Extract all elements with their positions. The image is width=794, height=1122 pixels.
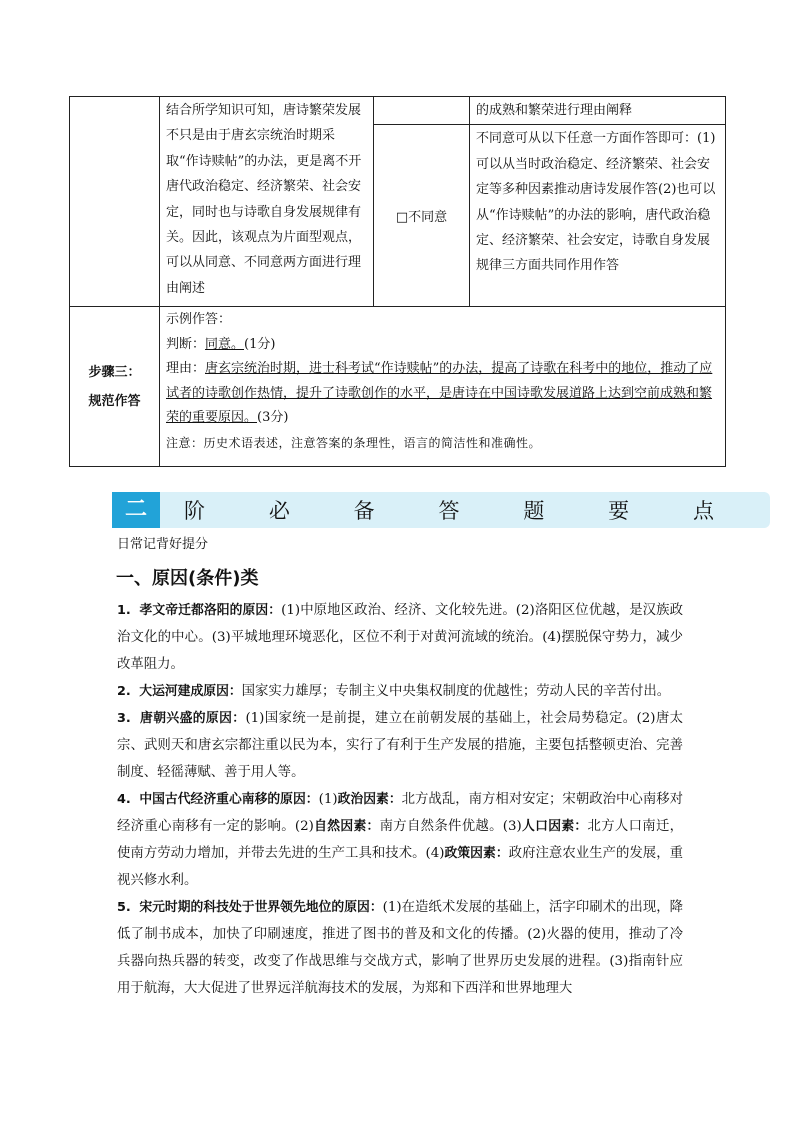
item-title: 大运河建成原因：: [139, 684, 242, 699]
banner-title-char: 要: [608, 499, 630, 523]
item-title: 中国古代经济重心南移的原因：: [139, 792, 319, 807]
banner-title-char: 答: [438, 499, 460, 523]
factor-label: 自然因素：: [313, 819, 380, 834]
section-banner-title: [184, 492, 714, 528]
answer-continued-text: 的成熟和繁荣进行理由阐释: [476, 103, 633, 118]
factor-label: 人口因素：: [521, 819, 588, 834]
reason-line: [166, 357, 719, 431]
reason-score: (3分): [257, 410, 289, 426]
item-text: 北方人口南迁，使南方劳动力增加，并带去先进的生产工具和技术。(4): [117, 819, 684, 861]
list-item: [117, 894, 683, 1002]
table-disagree-answer-cell: [470, 125, 726, 307]
subtitle: 日常记背好提分: [117, 537, 209, 552]
answer-steps-table: [69, 96, 726, 467]
item-text: 政府注意农业生产的发展，重视兴修水利。: [117, 846, 684, 888]
item-number: 1.: [117, 603, 131, 618]
banner-title-char: 点: [692, 499, 714, 523]
table-empty-cell: [70, 97, 160, 307]
banner-title-char: 必: [268, 499, 290, 523]
item-text: (1)在造纸术发展的基础上，活字印刷术的出现，降低了制书成本，加快了印刷速度，推进了图书的普及和文化的传播。(2)火器的使用，推动了冷兵器向热兵器的转变，改变了作战思维与交战方式，影响了世界历史发展的进程。(3)指南针应用于航海，大大促进了世界远洋航海技术的发展，为郑和下西洋和世界地理大: [117, 900, 684, 996]
table-disagree-option-cell: [374, 125, 470, 307]
item-text: (1)中原地区政治、经济、文化较先进。(2)洛阳区位优越，是汉族政治文化的中心。(3)平城地理环境恶化，区位不利于对黄河流域的统治。(4)摆脱保守势力，减少改革阻力。: [117, 603, 684, 672]
reason-value: 唐玄宗统治时期，进士科考试“作诗赎帖”的办法，提高了诗歌在科考中的地位，推动了应试者的诗歌创作热情，提升了诗歌创作的水平，是唐诗在中国诗歌发展道路上达到空前成熟和繁荣的重要原因。: [166, 361, 713, 426]
reason-label: 理由：: [166, 361, 206, 377]
item-title: 唐朝兴盛的原因：: [140, 711, 246, 726]
item-text: (1)国家统一是前提，建立在前朝发展的基础上，社会局势稳定。(2)唐太宗、武则天和唐玄宗都注重以民为本，实行了有利于生产发展的措施，主要包括整顿吏治、完善制度、轻徭薄赋、善于用人等。: [117, 711, 684, 780]
list-item: [117, 597, 683, 678]
banner-title-char: 题: [523, 499, 545, 523]
judge-score: (1分): [244, 336, 276, 352]
list-item: [117, 786, 683, 894]
analysis-text: 结合所学知识可知，唐诗繁荣发展不只是由于唐玄宗统治时期采取“作诗赎帖”的办法，更是离不开唐代政治稳定、经济繁荣、社会安定，同时也与诗歌自身发展规律有关。因此，该观点为片面型观点，可以从同意、不同意两方面进行理由阐述: [166, 103, 362, 296]
reasons-list: [117, 597, 683, 1002]
item-number: 5.: [117, 900, 131, 915]
table-empty-option-cell: [374, 97, 470, 125]
banner-title-char: 备: [353, 499, 375, 523]
step3-label-line2: 规范作答: [88, 393, 141, 409]
judge-line: [166, 333, 719, 358]
disagree-answer-text: 不同意可从以下任意一方面作答即可：(1)可以从当时政治稳定、经济繁荣、社会安定等多种因素推动唐诗发展作答(2)也可以从“作诗赎帖”的办法的影响，唐代政治稳定、经济繁荣、社会安定，诗歌自身发展规律三方面共同作用作答: [476, 131, 716, 274]
table-answer-continued-cell: [470, 97, 726, 125]
step3-content-cell: [160, 307, 726, 467]
example-heading: 示例作答：: [166, 312, 232, 328]
item-number: 4.: [117, 792, 131, 807]
list-item: [117, 678, 683, 705]
disagree-option: □不同意: [395, 210, 448, 226]
item-text: 国家实力雄厚；专制主义中央集权制度的优越性；劳动人民的辛苦付出。: [241, 684, 671, 699]
item-title: 宋元时期的科技处于世界领先地位的原因：: [139, 900, 383, 915]
step3-label-cell: [70, 307, 160, 467]
banner-title-char: 阶: [184, 499, 205, 523]
section-banner: [112, 492, 770, 528]
item-number: 3.: [117, 711, 131, 726]
table-analysis-cell: [160, 97, 374, 307]
judge-value: 同意。: [205, 336, 245, 352]
item-text: 南方自然条件优越。(3): [379, 819, 522, 834]
list-item: [117, 705, 683, 786]
step3-label-line1: 步骤三：: [88, 364, 141, 380]
section-number-badge: 二: [112, 492, 160, 528]
factor-label: 政策因素：: [444, 846, 509, 861]
item-text: (1): [318, 792, 338, 807]
item-text: 北方战乱，南方相对安定；宋朝政治中心南移对经济重心南移有一定的影响。(2): [117, 792, 684, 834]
item-number: 2.: [117, 684, 131, 699]
item-title: 孝文帝迁都洛阳的原因：: [139, 603, 282, 618]
judge-label: 判断：: [166, 336, 206, 352]
note-text: 注意：历史术语表述，注意答案的条理性，语言的简洁性和准确性。: [166, 435, 542, 450]
factor-label: 政治因素：: [337, 792, 402, 807]
section-title: 一、原因(条件)类: [116, 568, 259, 589]
